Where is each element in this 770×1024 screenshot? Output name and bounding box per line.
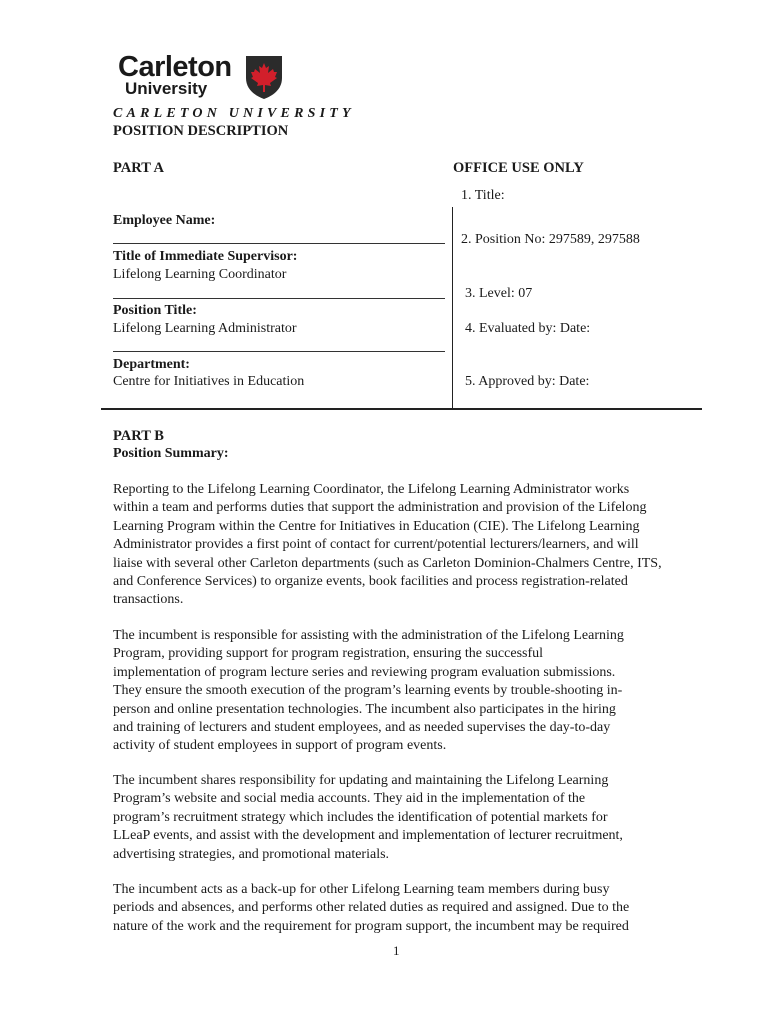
summary-paragraph: Reporting to the Lifelong Learning Coordinator, the Lifelong Learning Administrator works within a team and performs duties that support the administration and provision of the Lifelong Learning Program within the Centre for Initiatives in Education (CIE). The Lifelong Learning Administrator provides a first point of contact for current/potential lecturers/learners, and will liaise with several other Carleton departments (such as Carleton Dominion-Chalmers Centre, ITS, and Conference Services) to organize events, book facilities and process registration-related transactions.	[113, 482, 662, 608]
department-value: Centre for Initiatives in Education	[113, 374, 305, 389]
position-title-label: Position Title:	[113, 303, 197, 318]
employee-name-label: Employee Name:	[113, 213, 216, 228]
document-title: POSITION DESCRIPTION	[113, 123, 289, 139]
summary-paragraph: The incumbent shares responsibility for updating and maintaining the Lifelong Learning Program’s website and social media accounts. They aid in the implementation of the program’s recruitment strategy which includes the identification of potential markets for LLeaP events, and assist with the development and implementation of lecturer recruitment, advertising strategies, and promotional materials.	[113, 773, 623, 862]
university-heading: CARLETON UNIVERSITY	[113, 106, 355, 121]
office-approved-field: 5. Approved by: Date:	[465, 374, 590, 389]
office-title-field: 1. Title:	[461, 188, 505, 203]
supervisor-label: Title of Immediate Supervisor:	[113, 249, 298, 264]
office-level-field: 3. Level: 07	[465, 286, 533, 301]
divider-line	[113, 243, 445, 244]
column-divider	[452, 207, 453, 409]
divider-line	[113, 351, 445, 352]
office-use-heading: OFFICE USE ONLY	[453, 160, 584, 176]
position-title-value: Lifelong Learning Administrator	[113, 321, 297, 336]
logo-wordmark: Carleton	[118, 51, 232, 83]
summary-paragraph: The incumbent is responsible for assisting with the administration of the Lifelong Learning Program, providing support for program registration, ensuring the successful implementation of program lecture series and reviewing program evaluation submissions. They ensure the smooth execution of the program’s learning events by trouble-shooting in- person and online presentation technologies. The incumbent also participates in the hiring and training of lecturers and student employees, and as needed supervises the day-to-day activity of student employees in support of program events.	[113, 628, 624, 754]
part-a-heading: PART A	[113, 160, 164, 176]
office-position-no-field: 2. Position No: 297589, 297588	[461, 232, 640, 247]
department-label: Department:	[113, 357, 190, 372]
summary-paragraph: The incumbent acts as a back-up for other Lifelong Learning team members during busy periods and absences, and performs other related duties as required and assigned. Due to the nature of the work and the requirement for program support, the incumbent may be required	[113, 882, 630, 934]
divider-line	[113, 298, 445, 299]
office-evaluated-field: 4. Evaluated by: Date:	[465, 321, 591, 336]
supervisor-value: Lifelong Learning Coordinator	[113, 267, 287, 282]
page-number: 1	[393, 943, 400, 958]
section-rule	[101, 408, 702, 410]
part-b-heading: PART B	[113, 428, 164, 444]
logo-subtitle: University	[125, 79, 208, 98]
maple-leaf-shield-icon	[244, 54, 284, 100]
carleton-logo	[118, 52, 288, 102]
position-summary-label: Position Summary:	[113, 446, 229, 461]
